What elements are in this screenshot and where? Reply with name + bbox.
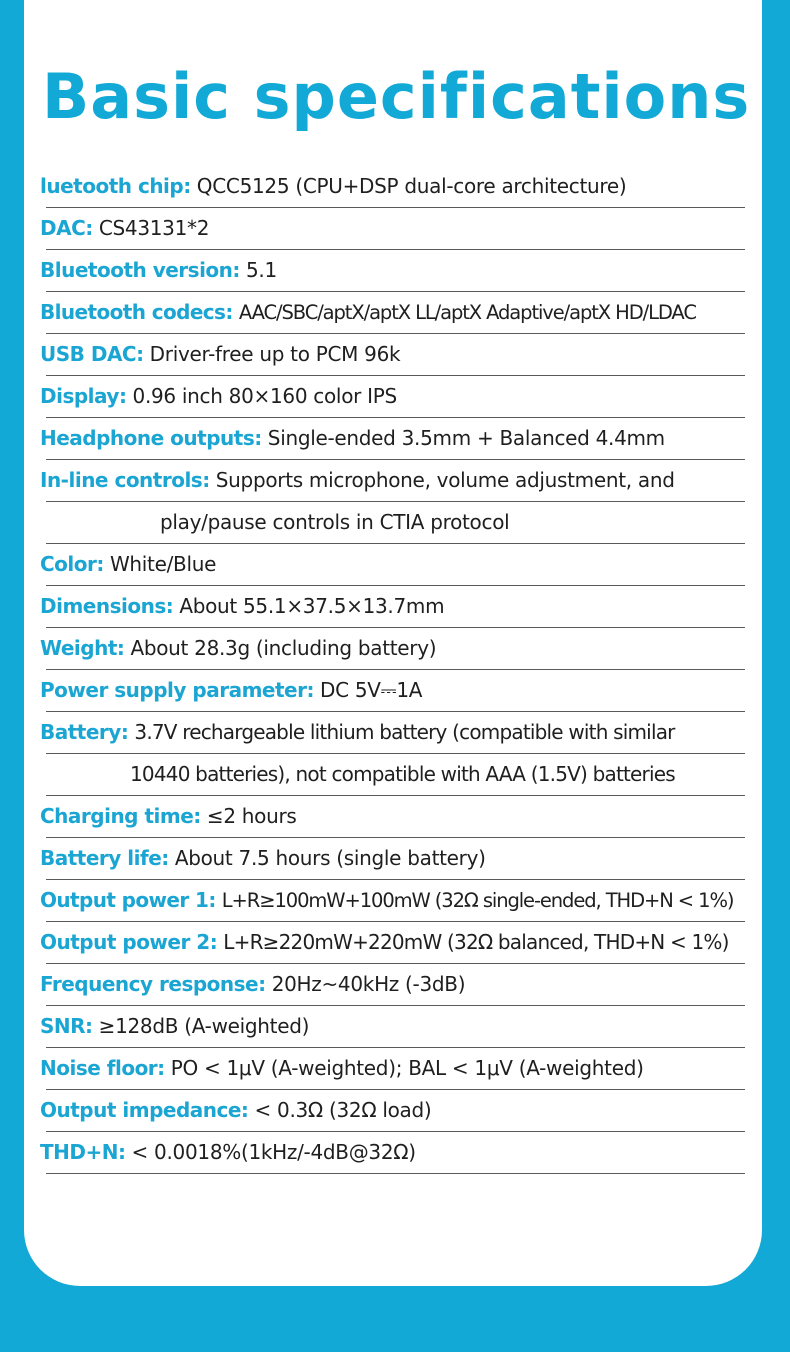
- spec-value: About 7.5 hours (single battery): [174, 846, 486, 870]
- spec-value: Supports microphone, volume adjustment, and: [215, 468, 675, 492]
- spec-label: Dimensions:: [40, 594, 174, 618]
- spec-value: QCC5125 (CPU+DSP dual-core architecture): [196, 174, 627, 198]
- spec-value: ≤2 hours: [206, 804, 297, 828]
- spec-row-usb-dac: [40, 334, 745, 376]
- spec-value: About 55.1×37.5×13.7mm: [179, 594, 445, 618]
- spec-row-inline-controls: [40, 460, 745, 502]
- spec-label: Frequency response:: [40, 972, 266, 996]
- spec-row-charging-time: [40, 796, 745, 838]
- spec-label: Charging time:: [40, 804, 201, 828]
- spec-label: Display:: [40, 384, 127, 408]
- spec-row-bluetooth-codecs: [40, 292, 745, 334]
- spec-row-headphone-outputs: [40, 418, 745, 460]
- spec-row-power-supply: [40, 670, 745, 712]
- spec-label: SNR:: [40, 1014, 93, 1038]
- spec-value: PO < 1μV (A-weighted); BAL < 1μV (A-weighted): [170, 1056, 644, 1080]
- spec-label: Noise floor:: [40, 1056, 165, 1080]
- spec-row-battery: [40, 712, 745, 754]
- spec-row-display: [40, 376, 745, 418]
- spec-label: Headphone outputs:: [40, 426, 262, 450]
- spec-label: In-line controls:: [40, 468, 210, 492]
- spec-row-inline-controls-cont: [40, 502, 745, 544]
- spec-row-snr: [40, 1006, 745, 1048]
- spec-value-continued: 10440 batteries), not compatible with AAA (1.5V) batteries: [130, 762, 675, 786]
- spec-row-frequency-response: [40, 964, 745, 1006]
- spec-label: Output power 2:: [40, 930, 218, 954]
- spec-row-dimensions: [40, 586, 745, 628]
- spec-value: White/Blue: [109, 552, 217, 576]
- spec-value: 20Hz~40kHz (-3dB): [271, 972, 466, 996]
- spec-list: [0, 166, 790, 1174]
- spec-row-output-impedance: [40, 1090, 745, 1132]
- page-title: Basic specifications: [42, 60, 751, 133]
- spec-value: About 28.3g (including battery): [130, 636, 437, 660]
- spec-label: THD+N:: [40, 1140, 126, 1164]
- spec-value-continued: play/pause controls in CTIA protocol: [160, 510, 510, 534]
- spec-value: < 0.3Ω (32Ω load): [254, 1098, 432, 1122]
- spec-value: AAC/SBC/aptX/aptX LL/aptX Adaptive/aptX HD/LDAC: [238, 301, 696, 324]
- spec-value: 3.7V rechargeable lithium battery (compatible with similar: [134, 720, 675, 744]
- spec-value: 0.96 inch 80×160 color IPS: [132, 384, 397, 408]
- spec-label: Bluetooth version:: [40, 258, 240, 282]
- spec-label: DAC:: [40, 216, 93, 240]
- spec-label: Weight:: [40, 636, 125, 660]
- spec-value: ≥128dB (A-weighted): [98, 1014, 310, 1038]
- spec-value: CS43131*2: [98, 216, 210, 240]
- spec-label: Output impedance:: [40, 1098, 249, 1122]
- spec-label: Battery:: [40, 720, 129, 744]
- spec-value: 5.1: [245, 258, 277, 282]
- spec-row-weight: [40, 628, 745, 670]
- spec-label: Battery life:: [40, 846, 169, 870]
- spec-value: DC 5V⎓1A: [320, 678, 423, 702]
- spec-label: Power supply parameter:: [40, 678, 314, 702]
- spec-row-bluetooth-chip: [40, 166, 745, 208]
- spec-value: L+R≥220mW+220mW (32Ω balanced, THD+N < 1%): [223, 930, 729, 954]
- spec-value: Driver-free up to PCM 96k: [149, 342, 401, 366]
- spec-row-battery-cont: [40, 754, 745, 796]
- spec-label: Output power 1:: [40, 888, 216, 912]
- spec-value: L+R≥100mW+100mW (32Ω single-ended, THD+N < 1%): [221, 889, 734, 912]
- spec-row-output-power-2: [40, 922, 745, 964]
- spec-row-noise-floor: [40, 1048, 745, 1090]
- spec-row-bluetooth-version: [40, 250, 745, 292]
- spec-row-output-power-1: [40, 880, 745, 922]
- spec-value: Single-ended 3.5mm + Balanced 4.4mm: [267, 426, 665, 450]
- divider: [46, 1173, 745, 1174]
- spec-label: USB DAC:: [40, 342, 144, 366]
- spec-value: < 0.0018%(1kHz/-4dB@32Ω): [131, 1140, 416, 1164]
- spec-row-color: [40, 544, 745, 586]
- spec-label: luetooth chip:: [40, 174, 191, 198]
- spec-row-thd-n: [40, 1132, 745, 1174]
- spec-label: Bluetooth codecs:: [40, 300, 233, 324]
- spec-row-dac: [40, 208, 745, 250]
- spec-row-battery-life: [40, 838, 745, 880]
- spec-label: Color:: [40, 552, 104, 576]
